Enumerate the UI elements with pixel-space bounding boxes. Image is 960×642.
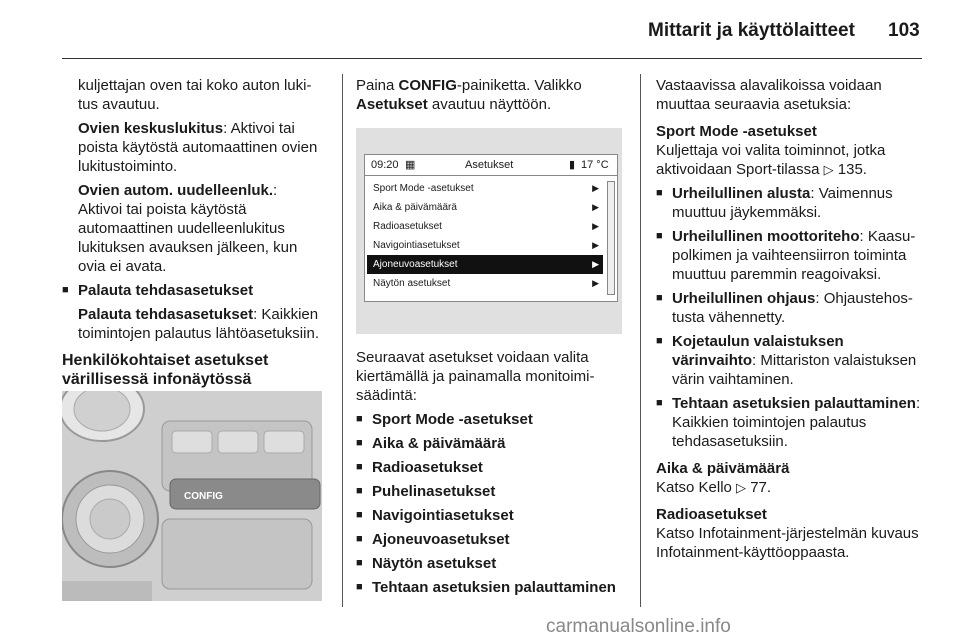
heading-sport-mode: Sport Mode -asetukset — [656, 123, 817, 140]
chevron-right-icon: ▶ — [592, 278, 599, 288]
screen-status-bar — [365, 155, 617, 176]
column-divider-1 — [342, 74, 343, 607]
paragraph-auto-relock: Ovien autom. uudelleenluk.: Aktivoi tai poista käytöstä automaattinen uudelleenlukitus lukituksen avauksen jälkeen, kun ovia ei avata. — [78, 182, 298, 275]
bullet-factory-settings: ■ Tehtaan asetuksien palauttaminen: Kaikkien toimintojen palautus tehdasasetuksiin. — [656, 394, 922, 451]
list-item: ■ Puhelinasetukset — [356, 482, 622, 501]
paragraph-sport-mode: Kuljettaja voi valita toiminnot, jotka aktivoidaan Sport-tilassa ▷ 135. — [656, 142, 886, 178]
heading-time-date: Aika & päivämäärä — [656, 460, 790, 477]
chevron-right-icon: ▶ — [592, 202, 599, 212]
page-header — [0, 0, 960, 60]
paragraph-submenu-intro: Vastaavissa alavalikoissa voidaan muuttaa seuraavia asetuksia: — [656, 77, 882, 113]
bullet-sport-chassis: ■ Urheilullinen alusta: Vaimennus muuttuu jäykemmäksi. — [656, 184, 922, 222]
list-item: ■ Radioasetukset — [356, 458, 622, 477]
screen-menu-item-label: Näytön asetukset — [373, 278, 451, 289]
paragraph-config-intro: Paina CONFIG-painiketta. Valikko Asetukset avautuu näyttöön. — [356, 77, 582, 113]
list-item: ■ Tehtaan asetuksien palauttaminen — [356, 578, 622, 597]
list-item: ■ Näytön asetukset — [356, 554, 622, 573]
screen-menu-item — [367, 274, 603, 293]
page-ref-icon: ▷ — [823, 162, 834, 177]
paragraph-select-settings: Seuraavat asetukset voidaan valita kiertämällä ja painamalla monitoimisäädintä: — [356, 349, 595, 404]
paragraph-factory-reset: Palauta tehdasasetukset: Kaikkien toimintojen palautus lähtöasetuksiin. — [78, 306, 319, 342]
screen-menu-item-label: Ajoneuvoasetukset — [373, 259, 458, 270]
screen-menu-item-label: Aika & päivämäärä — [373, 202, 457, 213]
config-button-photo — [62, 391, 322, 601]
column-1 — [62, 76, 324, 397]
screen-menu-list — [367, 179, 603, 293]
fuel-icon: ▮ — [569, 159, 576, 171]
column-divider-2 — [640, 74, 641, 607]
bullet-sport-engine: ■ Urheilullinen moottoriteho: Kaasupolkimen ja vaihteensiirron toiminta muuttuu paremmin reagoivaksi. — [656, 227, 922, 284]
screen-menu-item-label: Sport Mode -asetukset — [373, 183, 474, 194]
chevron-right-icon: ▶ — [592, 240, 599, 250]
header-divider — [62, 58, 922, 59]
paragraph-radio-settings: Katso Infotainment-järjestelmän kuvaus Infotainment-käyttöoppaasta. — [656, 525, 919, 561]
screen-menu-item — [367, 217, 603, 236]
config-label: CONFIG — [184, 491, 223, 502]
paragraph-central-locking: Ovien keskuslukitus: Aktivoi tai poista käytöstä automaattinen ovien lukitustoiminto. — [78, 120, 318, 175]
bullet-sport-steering: ■ Urheilullinen ohjaus: Ohjaustehostusta vähennetty. — [656, 289, 922, 327]
phone-icon: ▦ — [405, 159, 416, 171]
watermark: carmanualsonline.info — [546, 616, 731, 637]
settings-screen-illustration — [356, 128, 622, 334]
screen-menu-item — [367, 198, 603, 217]
screen-temperature: 17 °C — [581, 159, 609, 171]
screen-title: Asetukset — [465, 159, 514, 171]
list-item: ■ Sport Mode -asetukset — [356, 410, 622, 429]
screen-menu-item-label: Radioasetukset — [373, 221, 442, 232]
list-item: ■ Navigointiasetukset — [356, 506, 622, 525]
list-item: ■ Aika & päivämäärä — [356, 434, 622, 453]
column-2 — [356, 76, 622, 119]
chevron-right-icon: ▶ — [592, 183, 599, 193]
screen-menu-item — [367, 179, 603, 198]
screen-time: 09:20 — [371, 159, 399, 171]
page-ref-icon: ▷ — [736, 480, 747, 495]
column-2-lower — [356, 348, 622, 602]
list-item: ■ Ajoneuvoasetukset — [356, 530, 622, 549]
display-screen — [364, 154, 618, 302]
chevron-right-icon: ▶ — [592, 221, 599, 231]
settings-bullet-list — [356, 410, 622, 597]
column-3 — [656, 76, 922, 567]
bullet-dash-lighting: ■ Kojetaulun valaistuksen värinvaihto: Mittariston valaistuksen värin vaihtaminen. — [656, 332, 922, 389]
chevron-right-icon: ▶ — [592, 259, 599, 269]
page-number: 103 — [888, 20, 920, 41]
screen-menu-item — [367, 255, 603, 274]
page-title: Mittarit ja käyttölaitteet — [648, 20, 855, 41]
control-panel-illustration — [62, 391, 322, 601]
heading-radio-settings: Radioasetukset — [656, 506, 767, 523]
paragraph-door-unlock: kuljettajan oven tai koko auton lukitus avautuu. — [78, 77, 312, 113]
section-heading-personal-settings: Henkilökohtaiset asetukset värillisessä infonäytössä — [62, 352, 269, 388]
screen-menu-item — [367, 236, 603, 255]
bullet-factory-reset: ■ Palauta tehdasasetukset — [62, 281, 324, 300]
screen-scrollbar — [607, 181, 615, 295]
paragraph-time-date: Katso Kello ▷ 77. — [656, 479, 772, 496]
screen-menu-item-label: Navigointiasetukset — [373, 240, 460, 251]
